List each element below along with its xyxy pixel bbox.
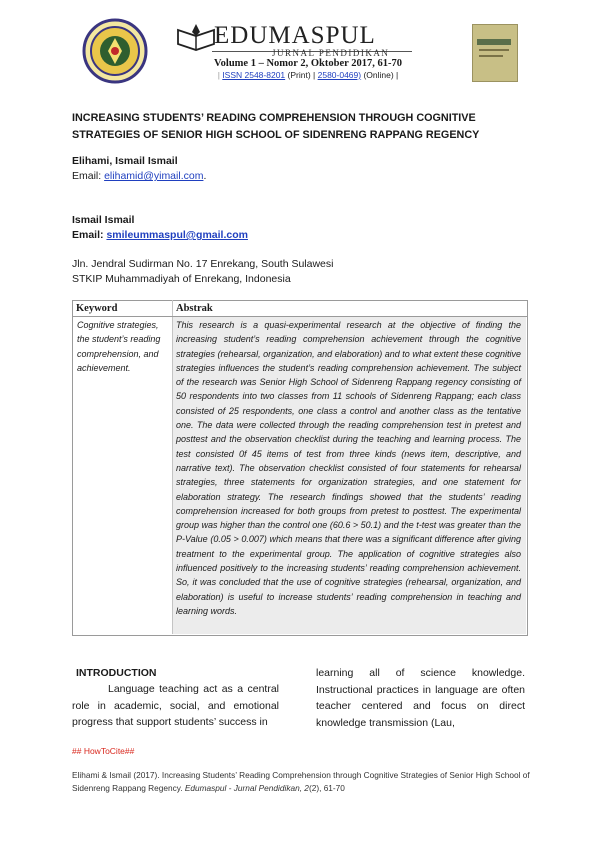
abstract-text: This research is a quasi-experimental research at the objective of finding the increasing student’s reading comprehension achievement through the cognitive strategies (rehearsal, organization, and elaboration) and to what extent these cognitive strategies influences the student’s reading comprehension achievement. The subject of the research was Senior High School of Sidenreng Rappang regency consisting of 50 respondents into two classes from 11 schools of Sidenreng Rappang; each class consisted of 25 respondents, one class a control and another class as the tentative one. The data were collected through the reading comprehension test in pretest and posttest and the observation checklist during the teaching and learning process. The test consisted 0f 45 items of test from three kinds (news item, descriptive, and narrative text). The observation checklist consisted of four statements for rehearsal strategies, three statements for organization strategies, and one statement for elaboration strategy. The research findings showed that the students’ reading comprehension increased for both groups from pretest to posttest. The experimental group was higher than the control one (60.6 > 50.1) and the t-test was greater than the P-Value (0.05 > 0.007) which means that there was a significant difference after giving treatment to the experimental group. The application of cognitive strategies also influenced positively to the increasing students’ reading comprehension achievement. So, it was concluded that the use of cognitive strategies (rehearsal, organization, and elaboration) is useful to increase students’ reading comprehension in teaching and learning words. bbox=[176, 320, 521, 616]
volume-line: Volume 1 – Nomor 2, Oktober 2017, 61-70 bbox=[214, 58, 402, 69]
citation-journal: Edumaspul - Jurnal Pendidikan, 2 bbox=[184, 782, 309, 793]
journal-cover-thumbnail bbox=[472, 24, 518, 82]
journal-subtitle: JURNAL PENDIDIKAN bbox=[272, 48, 390, 58]
column-divider bbox=[172, 300, 173, 634]
author-1-email-link[interactable]: elihamid@yimail.com bbox=[104, 170, 204, 182]
citation-tail: (2), 61-70 bbox=[308, 782, 345, 793]
pen-book-logo-icon bbox=[176, 22, 216, 52]
affiliation-address: Jln. Jendral Sudirman No. 17 Enrekang, South Sulawesi bbox=[72, 258, 334, 270]
email-label: Email: bbox=[72, 229, 107, 241]
author-2-email-link[interactable]: smileummaspul@gmail.com bbox=[106, 229, 248, 241]
email-suffix: . bbox=[203, 170, 207, 182]
how-to-cite-label: ## HowToCite## bbox=[72, 746, 135, 756]
author-2-email-line bbox=[72, 229, 248, 241]
issn-line bbox=[188, 70, 428, 80]
university-seal-icon bbox=[82, 18, 148, 84]
affiliation-institution: STKIP Muhammadiyah of Enrekang, Indonesia bbox=[72, 273, 291, 285]
article-title: INCREASING STUDENTS’ READING COMPREHENSION THROUGH COGNITIVE STRATEGIES OF SENIOR HIGH SCHOOL OF SIDENRENG RAPPANG REGENCY bbox=[72, 112, 480, 141]
header-divider bbox=[72, 316, 528, 317]
keywords-text: Cognitive strategies, the student’s reading comprehension, and achievement. bbox=[77, 320, 161, 373]
keyword-header: Keyword bbox=[76, 303, 118, 314]
issn-online-suffix: (Online) | bbox=[361, 70, 399, 80]
issn-prefix: | bbox=[217, 70, 223, 80]
issn-online-link[interactable]: 2580-0469) bbox=[317, 70, 362, 80]
intro-column-1-text: Language teaching act as a central role in academic, social, and emotional progress that support students’ success in bbox=[72, 683, 279, 728]
author-1: Elihami, Ismail Ismail bbox=[72, 155, 178, 167]
author-1-email-line bbox=[72, 170, 206, 182]
issn-print-suffix: (Print) | bbox=[285, 70, 316, 80]
citation-text: Elihami & Ismail (2017). Increasing Students’ Reading Comprehension through Cognitive Strategies of Senior High School of Sidenreng Rappang Regency. bbox=[72, 770, 530, 793]
intro-column-2: learning all of science knowledge. Instructional practices in language are often teacher centered and focus on direct knowledge transmission (Lau, bbox=[316, 667, 525, 729]
introduction-heading: INTRODUCTION bbox=[76, 667, 157, 679]
intro-column-1 bbox=[72, 681, 279, 731]
abstract-header: Abstrak bbox=[176, 303, 213, 314]
journal-brand: EDUMASPUL bbox=[214, 22, 376, 49]
issn-print-link[interactable]: ISSN 2548-8201 bbox=[222, 70, 286, 80]
author-2: Ismail Ismail bbox=[72, 214, 135, 226]
email-label: Email: bbox=[72, 170, 105, 182]
citation bbox=[72, 769, 532, 794]
